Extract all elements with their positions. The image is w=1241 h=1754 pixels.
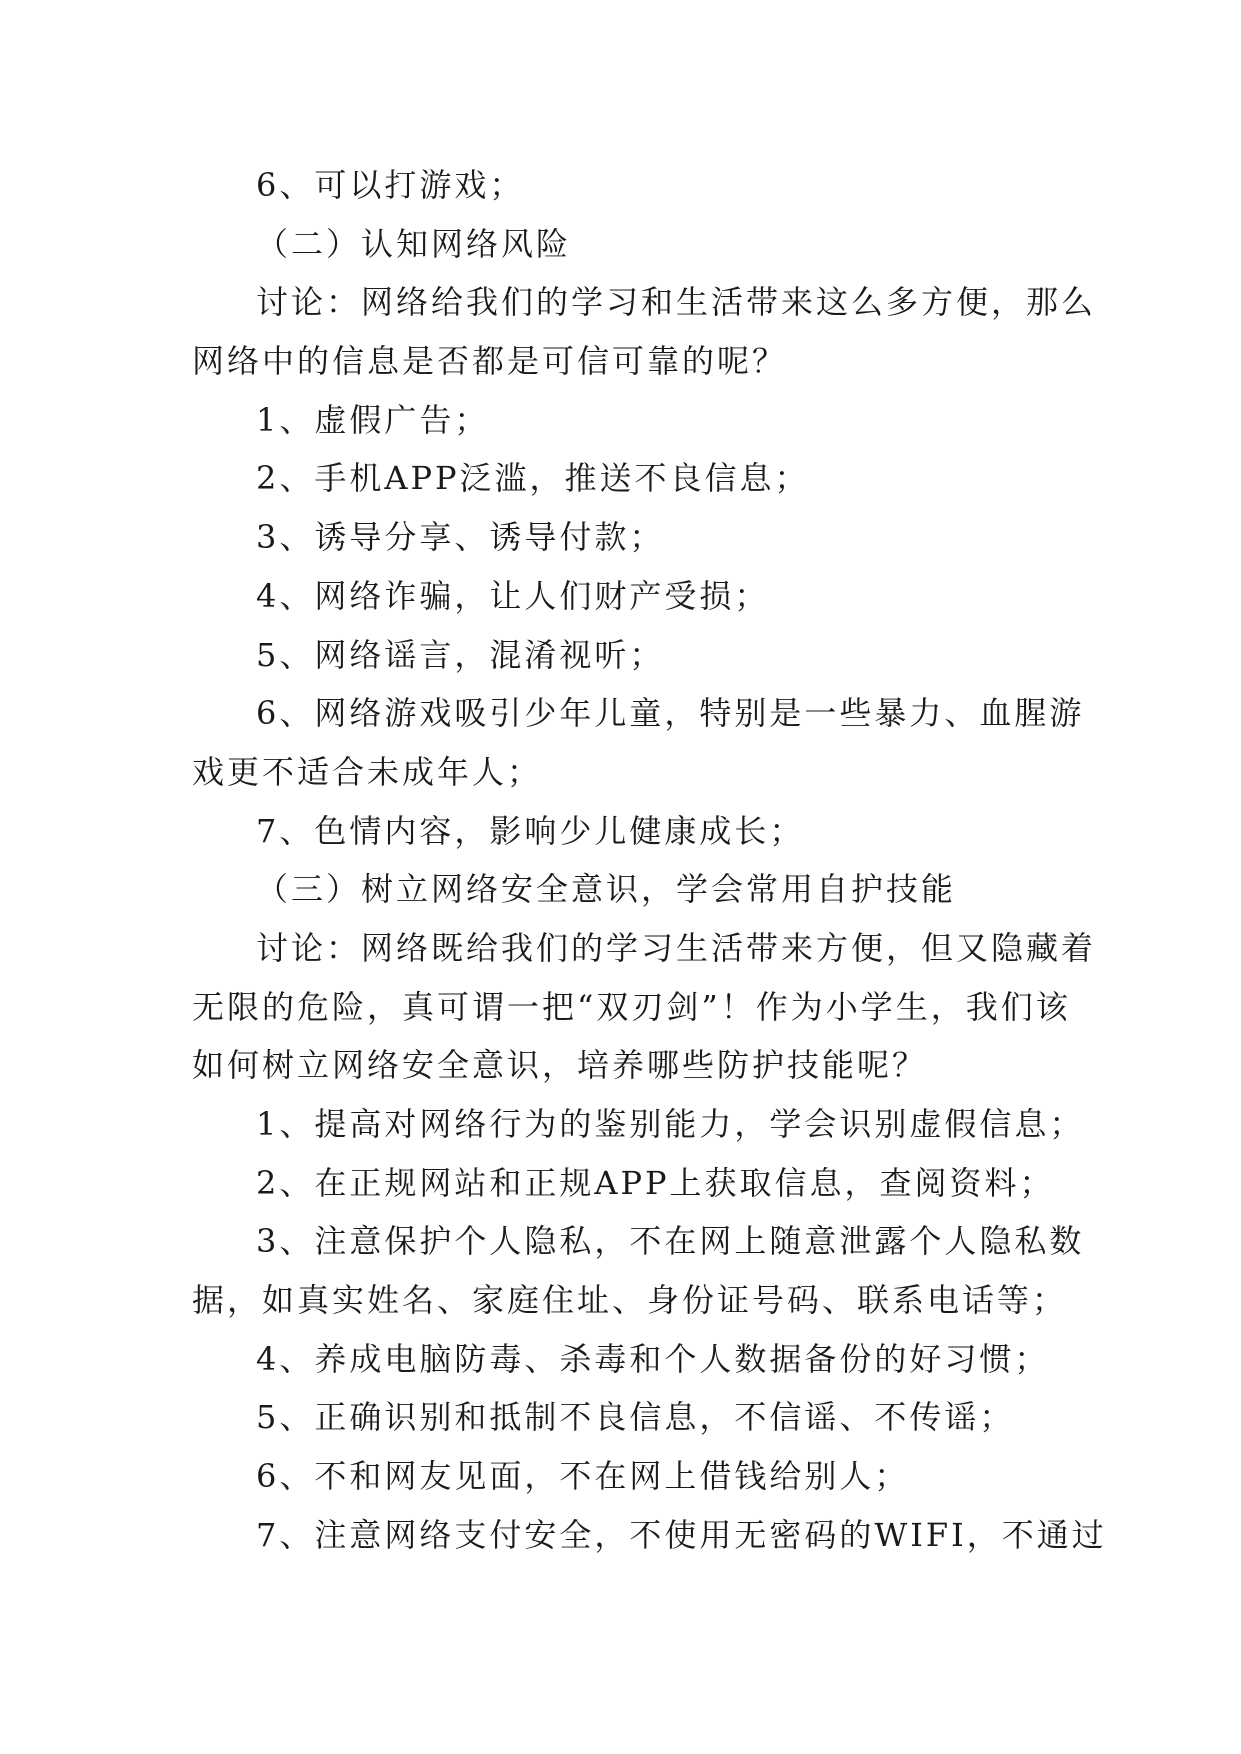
paragraph-line: 网络中的信息是否都是可信可靠的呢？	[192, 342, 788, 381]
list-item: 6、网络游戏吸引少年儿童，特别是一些暴力、血腥游	[256, 694, 1085, 733]
section-heading: （二）认知网络风险	[256, 224, 572, 263]
list-item: 2、在正规网站和正规APP上获取信息，查阅资料；	[256, 1163, 1055, 1202]
list-item: 6、不和网友见面，不在网上借钱给别人；	[256, 1457, 910, 1496]
list-item: 2、手机APP泛滥，推送不良信息；	[256, 459, 810, 498]
paragraph-line: 无限的危险，真可谓一把“双刃剑”！作为小学生，我们该	[192, 987, 1071, 1026]
paragraph-line: 6、可以打游戏；	[256, 166, 525, 204]
list-item-continuation: 戏更不适合未成年人；	[192, 752, 543, 791]
list-item: 1、提高对网络行为的鉴别能力，学会识别虚假信息；	[256, 1105, 1085, 1143]
list-item-continuation: 据，如真实姓名、家庭住址、身份证号码、联系电话等；	[192, 1281, 1068, 1320]
list-item: 4、养成电脑防毒、杀毒和个人数据备份的好习惯；	[256, 1339, 1050, 1378]
list-item: 7、色情内容，影响少儿健康成长；	[256, 811, 805, 850]
list-item: 5、网络谣言，混淆视听；	[256, 635, 665, 674]
paragraph-line: 讨论：网络给我们的学习和生活带来这么多方便，那么	[256, 283, 1097, 322]
section-heading: （三）树立网络安全意识，学会常用自护技能	[256, 870, 957, 909]
document-body	[192, 156, 1107, 1565]
paragraph-line: 如何树立网络安全意识，培养哪些防护技能呢？	[192, 1046, 928, 1085]
list-item: 3、注意保护个人隐私，不在网上随意泄露个人隐私数	[256, 1222, 1085, 1261]
list-item: 3、诱导分享、诱导付款；	[256, 518, 665, 557]
list-item: 5、正确识别和抵制不良信息，不信谣、不传谣；	[256, 1398, 1015, 1437]
list-item: 1、虚假广告；	[256, 400, 490, 439]
paragraph-line: 讨论：网络既给我们的学习生活带来方便，但又隐藏着	[256, 928, 1097, 967]
list-item: 4、网络诈骗，让人们财产受损；	[256, 576, 770, 615]
list-item: 7、注意网络支付安全，不使用无密码的WIFI，不通过	[256, 1515, 1107, 1554]
